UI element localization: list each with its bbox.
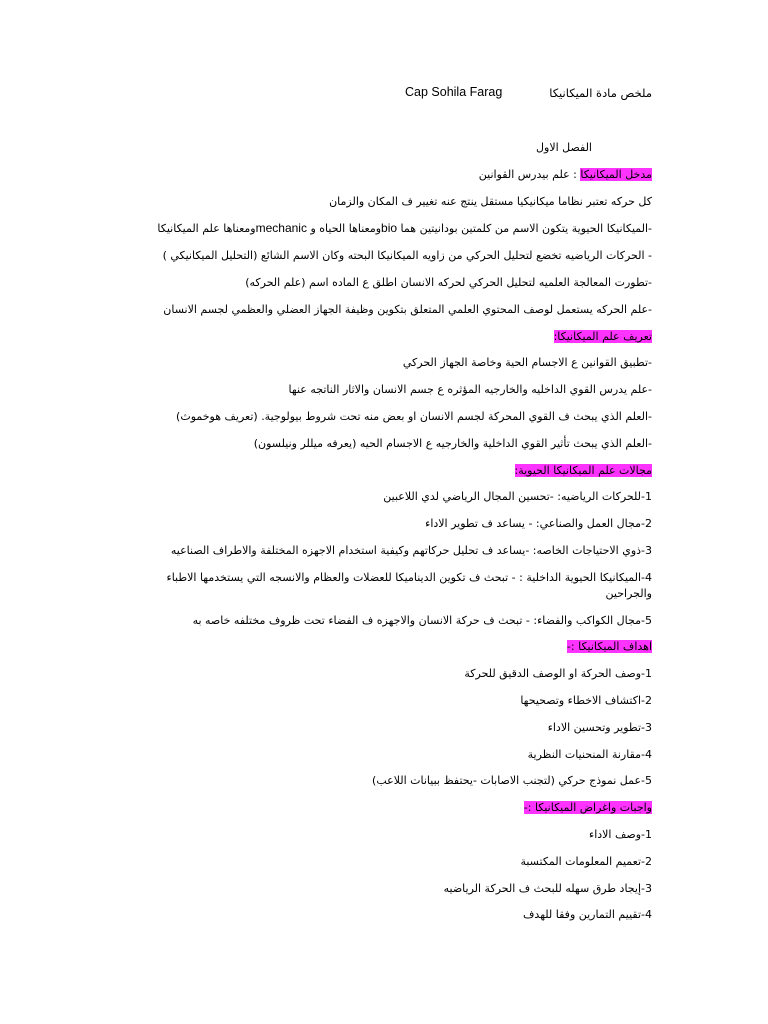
list-item: 3-إيجاد طرق سهله للبحث ف الحركة الرياضيه xyxy=(443,881,652,895)
definition-heading-line xyxy=(142,329,652,345)
paragraph-line: -تطورت المعالجة العلميه لتحليل الحركي لحركه الانسان اطلق ع الماده اسم (علم الحركه) xyxy=(245,275,652,289)
list-item: 4-الميكانيكا الحيوية الداخلية : - تبحث ف تكوين الديناميكا للعضلات والعظام والانسجه التي يستخدمها الاطباء والجراحين xyxy=(166,570,652,600)
section-heading-goals: اهداف الميكانيكا :- xyxy=(566,640,652,654)
list-item: 2-تعميم المعلومات المكتسبة xyxy=(520,854,652,868)
list-item: -تطبيق القوانين ع الاجسام الحية وخاصة الجهاز الحركي xyxy=(402,356,652,370)
list-item: 2-اكتشاف الاخطاء وتصحيحها xyxy=(520,693,652,707)
author-name: Cap Sohila Farag xyxy=(405,85,503,99)
document-title: ملخص مادة الميكانيكا xyxy=(549,86,652,100)
document-body xyxy=(142,140,652,934)
term-mechanic: mechanic xyxy=(255,221,307,236)
goals-heading-line xyxy=(142,639,652,655)
list-item: 3-تطوير وتحسين الاداء xyxy=(547,720,652,734)
list-item: 5-عمل نموذج حركي (لتجنب الاصابات -يحتفظ ببيانات اللاعب) xyxy=(372,774,652,788)
list-item: 3-ذوي الاحتياجات الخاصه: -يساعد ف تحليل حركاتهم وكيفية استخدام الاجهزه المختلفة والاطراف الصناعيه xyxy=(170,543,652,557)
list-item: 1-وصف الحركة او الوصف الدقيق للحركة xyxy=(464,667,652,681)
page-header xyxy=(0,86,768,106)
intro-heading-line xyxy=(142,167,652,183)
paragraph-line: - الحركات الرياضيه تخضع لتحليل الحركي من زاويه الميكانيكا البحته وكان الاسم الشائع (التحليل الميكانيكي ) xyxy=(162,249,652,263)
duties-heading-line xyxy=(142,800,652,816)
fields-heading-line xyxy=(142,463,652,479)
intro-heading-rest: : علم بيدرس القوانين xyxy=(478,167,581,181)
section-heading-definition: تعريف علم الميكانيكا: xyxy=(553,329,652,343)
paragraph-line: -علم الحركه يستعمل لوصف المحتوي العلمي المتعلق بتكوين وظيفة الجهاز العضلي والعظمي لجسم الانسان xyxy=(163,302,652,316)
list-item: -علم يدرس القوي الداخليه والخارجيه المؤثره ع جسم الانسان والاثار الناتجه عنها xyxy=(288,383,652,397)
section-heading-fields: مجالات علم الميكانيكا الحيوية: xyxy=(514,463,652,477)
term-bio: bio xyxy=(381,221,398,236)
chapter-title: الفصل الاول xyxy=(536,141,592,154)
section-heading-duties: واجبات واغراض الميكانيكا :- xyxy=(523,801,652,815)
list-item: -العلم الذي يبحث ف القوي المحركة لجسم الانسان او بعض منه تحت شروط بيولوجية. (تعريف هوخموث) xyxy=(176,409,652,423)
list-item: -العلم الذي يبحث تأثير القوي الداخلية والخارجيه ع الاجسام الحيه (يعرفه ميللر ونيلسون) xyxy=(253,436,652,450)
paragraph-line-bio: -الميكانيكا الحيوية يتكون الاسم من كلمتين بودانيتين هما bioومعناها الحياه و mechanicومعناها علم الميكانيكا xyxy=(157,221,652,236)
list-item: 5-مجال الكواكب والفضاء: - تبحث ف حركة الانسان والاجهزه ف الفضاء تحت ظروف مختلفه خاصه به xyxy=(192,613,652,627)
section-heading-intro: مدخل الميكانيكا xyxy=(580,167,652,181)
list-item: 1-وصف الاداء xyxy=(589,827,652,841)
list-item: 2-مجال العمل والصناعي: - يساعد ف تطوير الاداء xyxy=(425,517,652,531)
list-item: 4-تقييم التمارين وفقا للهدف xyxy=(523,908,652,922)
list-item: 4-مقارنة المنحنيات النظرية xyxy=(527,747,652,761)
paragraph-line: كل حركه تعتبر نظاما ميكانيكيا مستقل ينتج عنه تغيير ف المكان والزمان xyxy=(329,194,652,208)
list-item: 1-للحركات الرياضيه: -تحسين المجال الرياضي لدي اللاعبين xyxy=(383,490,652,504)
